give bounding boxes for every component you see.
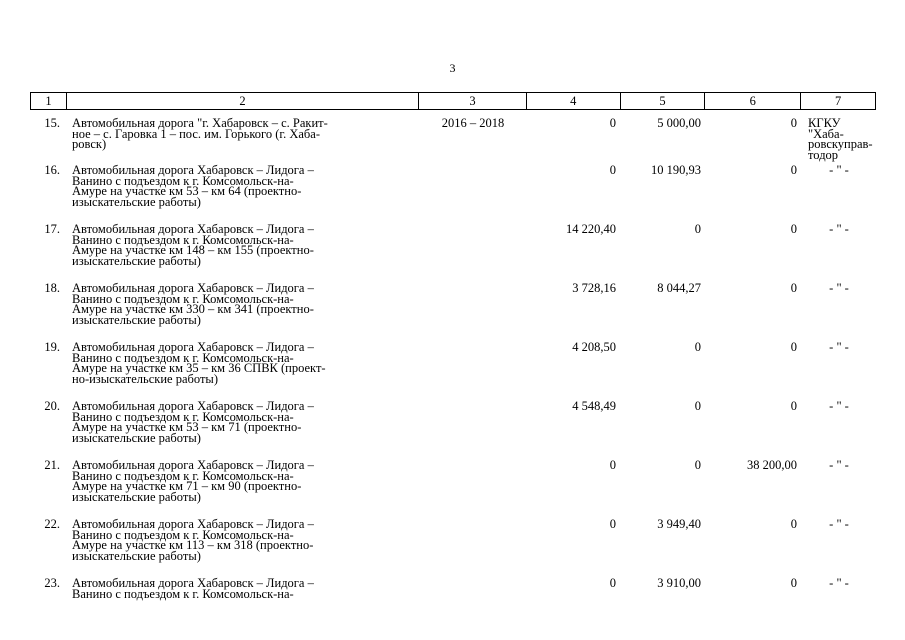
row-value-col6: 0: [790, 517, 797, 531]
row-executor: - " -: [829, 163, 849, 177]
row-value-col5: 8 044,27: [657, 281, 701, 295]
table-row: [30, 283, 876, 342]
row-value-col5: 5 000,00: [657, 116, 701, 130]
row-object-name: [66, 342, 419, 384]
row-value-col4: 0: [609, 116, 616, 130]
object-name-line: Автомобильная дорога Хабаровск – Лидога –: [72, 458, 314, 472]
row-number: 17.: [44, 222, 60, 236]
row-number: 18.: [44, 281, 60, 295]
row-value-col4: 0: [609, 517, 616, 531]
row-value-col4: 0: [609, 576, 616, 590]
row-value-col4: 3 728,16: [572, 281, 616, 295]
object-name-line: Ванино с подъездом к г. Комсомольск-на-: [72, 291, 294, 306]
row-executor: - " -: [829, 458, 849, 472]
header-col-1: 1: [31, 93, 67, 109]
row-executor: - " -: [829, 340, 849, 354]
object-name-line: Автомобильная дорога "г. Хабаровск – с. Ракит-: [72, 116, 328, 130]
row-object-name: [66, 283, 419, 325]
row-object-name: [66, 165, 419, 207]
object-name-line: Ванино с подъездом к г. Комсомольск-на-: [72, 409, 294, 424]
row-value-col6: 0: [790, 340, 797, 354]
row-value-col4: 4 208,50: [572, 340, 616, 354]
object-name-line: изыскательские работы): [72, 489, 201, 504]
row-value-col5: 10 190,93: [651, 163, 701, 177]
object-name-line: Автомобильная дорога Хабаровск – Лидога –: [72, 576, 314, 590]
object-name-line: Амуре на участке км 53 – км 64 (проектно-: [72, 184, 302, 198]
object-name-line: Амуре на участке км 71 – км 90 (проектно-: [72, 479, 302, 493]
table-row: [30, 165, 876, 224]
row-value-col6: 0: [790, 116, 797, 130]
object-name-line: Автомобильная дорога Хабаровск – Лидога –: [72, 517, 314, 531]
object-name-line: Амуре на участке км 330 – км 341 (проектно-: [72, 302, 314, 316]
row-number: 15.: [44, 116, 60, 130]
object-name-line: Амуре на участке км 148 – км 155 (проектно-: [72, 243, 314, 257]
row-number: 21.: [44, 458, 60, 472]
row-value-col5: 3 949,40: [657, 517, 701, 531]
row-number: 23.: [44, 576, 60, 590]
object-name-line: ровск): [72, 137, 107, 151]
row-value-col5: 0: [694, 340, 701, 354]
object-name-line: Ванино с подъездом к г. Комсомольск-на-: [72, 350, 294, 365]
row-number: 16.: [44, 163, 60, 177]
row-number: 19.: [44, 340, 60, 354]
object-name-line: Амуре на участке км 53 – км 71 (проектно-: [72, 420, 302, 434]
object-name-line: изыскательские работы): [72, 430, 201, 445]
row-value-col4: 0: [609, 163, 616, 177]
header-col-6: 6: [705, 93, 801, 109]
table-row: [30, 460, 876, 519]
object-name-line: Автомобильная дорога Хабаровск – Лидога –: [72, 281, 314, 295]
object-name-line: изыскательские работы): [72, 253, 201, 268]
row-value-col6: 0: [790, 281, 797, 295]
object-name-line: Амуре на участке км 113 – км 318 (проектно-: [72, 538, 314, 552]
table-row: [30, 401, 876, 460]
table-row: [30, 342, 876, 401]
object-name-line: ное – с. Гаровка 1 – пос. им. Горького (г. Хаба-: [72, 126, 320, 141]
table-row: [30, 519, 876, 578]
row-value-col4: 0: [609, 458, 616, 472]
object-name-line: Амуре на участке км 35 – км 36 СПВК (проект-: [72, 361, 326, 375]
header-col-3: 3: [419, 93, 527, 109]
object-name-line: Ванино с подъездом к г. Комсомольск-на-: [72, 527, 294, 542]
object-name-line: Ванино с подъездом к г. Комсомольск-на-: [72, 173, 294, 188]
table-row: [30, 578, 876, 618]
page-number: 3: [449, 61, 456, 75]
object-name-line: Автомобильная дорога Хабаровск – Лидога –: [72, 340, 314, 354]
row-object-name: [66, 401, 419, 443]
object-name-line: Автомобильная дорога Хабаровск – Лидога –: [72, 222, 314, 236]
header-col-4: 4: [527, 93, 621, 109]
row-executor: - " -: [829, 517, 849, 531]
row-value-col6: 0: [790, 222, 797, 236]
row-value-col5: 0: [694, 458, 701, 472]
row-object-name: [66, 224, 419, 266]
row-value-col4: 14 220,40: [566, 222, 616, 236]
object-name-line: Ванино с подъездом к г. Комсомольск-на-: [72, 468, 294, 483]
row-executor: - " -: [829, 222, 849, 236]
row-number: 20.: [44, 399, 60, 413]
row-value-col5: 0: [694, 399, 701, 413]
row-value-col5: 0: [694, 222, 701, 236]
row-value-col6: 38 200,00: [747, 458, 797, 472]
object-name-line: Ванино с подъездом к г. Комсомольск-на-: [72, 232, 294, 247]
header-col-2: 2: [67, 93, 419, 109]
object-name-line: Ванино с подъездом к г. Комсомольск-на-: [72, 586, 294, 601]
row-value-col6: 0: [790, 399, 797, 413]
row-years: 2016 – 2018: [441, 116, 505, 130]
table-row: [30, 118, 876, 165]
object-name-line: изыскательские работы): [72, 194, 201, 209]
row-object-name: [66, 578, 419, 599]
row-executor: - " -: [829, 576, 849, 590]
row-object-name: [66, 519, 419, 561]
row-object-name: [66, 460, 419, 502]
row-value-col6: 0: [790, 163, 797, 177]
row-executor: КГКУ "Хаба- ровскуправ- тодор: [808, 116, 873, 162]
row-value-col4: 4 548,49: [572, 399, 616, 413]
table-body: [30, 118, 876, 618]
object-name-line: изыскательские работы): [72, 312, 201, 327]
row-object-name: [66, 118, 419, 150]
header-col-7: 7: [834, 94, 842, 108]
row-value-col5: 3 910,00: [657, 576, 701, 590]
header-col-5: 5: [621, 93, 706, 109]
object-name-line: но-изыскательские работы): [72, 371, 218, 386]
object-name-line: Автомобильная дорога Хабаровск – Лидога –: [72, 163, 314, 177]
table-row: [30, 224, 876, 283]
object-name-line: изыскательские работы): [72, 548, 201, 563]
table-header-row: [30, 92, 876, 110]
row-value-col6: 0: [790, 576, 797, 590]
row-number: 22.: [44, 517, 60, 531]
row-executor: - " -: [829, 399, 849, 413]
object-name-line: Автомобильная дорога Хабаровск – Лидога –: [72, 399, 314, 413]
row-executor: - " -: [829, 281, 849, 295]
